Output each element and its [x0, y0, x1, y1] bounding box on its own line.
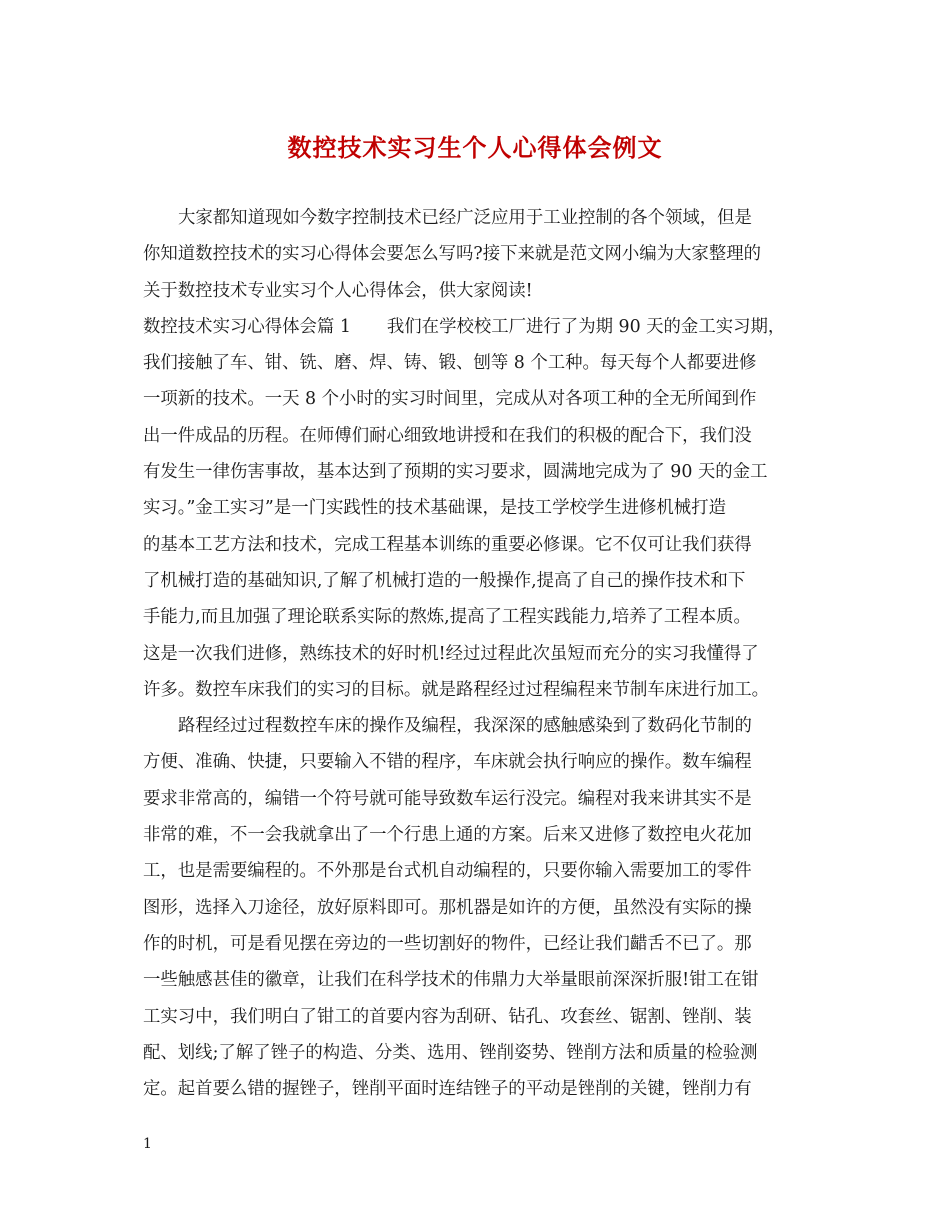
- line-text: 实习。”金工实习”是一门实践性的技术基础课，是技工学校学生进修机械打造: [143, 498, 726, 519]
- text-line: [143, 1071, 813, 1107]
- text-line: [143, 200, 813, 236]
- line-text: 出一件成品的历程。在师傅们耐心细致地讲授和在我们的积极的配合下，我们没: [143, 425, 752, 446]
- text-line: [143, 781, 813, 817]
- text-line: [143, 890, 813, 926]
- line-text: 你知道数控技术的实习心得体会要怎么写吗?接下来就是范文网小编为大家整理的: [143, 244, 761, 265]
- line-text: 一项新的技术。一天 8 个小时的实习时间里，完成从对各项工种的全无所闻到作: [143, 389, 757, 410]
- text-line: [143, 853, 813, 889]
- line-text: 我们接触了车、钳、铣、磨、焊、铸、锻、刨等 8 个工种。每天每个人都要进修: [143, 353, 757, 374]
- text-line: [143, 599, 813, 635]
- line-text: 大家都知道现如今数字控制技术已经广泛应用于工业控制的各个领域，但是: [178, 208, 752, 228]
- line-text: 定。起首要么错的握锉子，锉削平面时连结锉子的平动是锉削的关键，锉削力有: [143, 1079, 752, 1100]
- text-line: [143, 345, 813, 381]
- text-line: [143, 672, 813, 708]
- text-line: [143, 962, 813, 998]
- text-line: [143, 708, 813, 744]
- document-title: 数控技术实习生个人心得体会例文: [287, 133, 663, 162]
- text-line: [143, 817, 813, 853]
- line-text: 要求非常高的，编错一个符号就可能导致数车运行没完。编程对我来讲其实不是: [143, 788, 752, 809]
- line-text: 有发生一律伤害事故，基本达到了预期的实习要求，圆满地完成为了 90 天的金工: [143, 462, 768, 483]
- line-text: 我们在学校校工厂进行了为期 90 天的金工实习期，: [386, 316, 786, 337]
- line-text: 了机械打造的基础知识,了解了机械打造的一般操作,提高了自己的操作技术和下: [143, 570, 746, 591]
- text-line: [143, 527, 813, 563]
- line-text: 的基本工艺方法和技术，完成工程基本训练的重要必修课。它不仅可让我们获得: [143, 534, 752, 555]
- text-line: [143, 454, 813, 490]
- page-number: 1: [143, 1136, 152, 1152]
- text-line: [143, 563, 813, 599]
- text-line: [143, 418, 813, 454]
- line-text: 这是一次我们进修，熟练技术的好时机!经过过程此次虽短而充分的实习我懂得了: [143, 643, 759, 664]
- text-line: [143, 636, 813, 672]
- text-line: [143, 309, 813, 345]
- line-text: 作的时机，可是看见摆在旁边的一些切割好的物件，已经让我们齰舌不已了。那: [143, 933, 752, 954]
- line-text: 非常的难，不一会我就拿出了一个行患上通的方案。后来又进修了数控电火花加: [143, 825, 752, 846]
- text-line: [143, 273, 813, 309]
- text-line: [143, 1035, 813, 1071]
- line-text: 关于数控技术专业实习个人心得体会，供大家阅读!: [143, 280, 533, 301]
- line-text: 方便、准确、快捷，只要输入不错的程序，车床就会执行响应的操作。数车编程: [143, 752, 752, 773]
- document-body: [143, 200, 813, 1107]
- section-heading: 数控技术实习心得体会篇 1: [143, 316, 351, 337]
- line-text: 手能力,而且加强了理论联系实际的熬炼,提高了工程实践能力,培养了工程本质。: [143, 607, 751, 628]
- line-text: 工，也是需要编程的。不外那是台式机自动编程的，只要你输入需要加工的零件: [143, 861, 752, 882]
- line-text: 工实习中，我们明白了钳工的首要内容为刮研、钻孔、攻套丝、锯割、锉削、装: [143, 1006, 752, 1027]
- line-text: 一些触感甚佳的徽章，让我们在科学技术的伟鼎力大举量眼前深深折服!钳工在钳: [143, 970, 759, 991]
- text-line: [143, 381, 813, 417]
- text-line: [143, 490, 813, 526]
- line-text: 路程经过过程数控车床的操作及编程，我深深的感触感染到了数码化节制的: [178, 716, 752, 737]
- line-text: 图形，选择入刀途径，放好原料即可。那机器是如许的方便，虽然没有实际的操: [143, 897, 752, 918]
- text-line: [143, 744, 813, 780]
- line-text: 许多。数控车床我们的实习的目标。就是路程经过过程编程来节制车床进行加工。: [143, 679, 770, 700]
- line-text: 配、划线;了解了锉子的构造、分类、选用、锉削姿势、锉削方法和质量的检验测: [143, 1042, 758, 1063]
- text-line: [143, 926, 813, 962]
- text-line: [143, 236, 813, 272]
- text-line: [143, 999, 813, 1035]
